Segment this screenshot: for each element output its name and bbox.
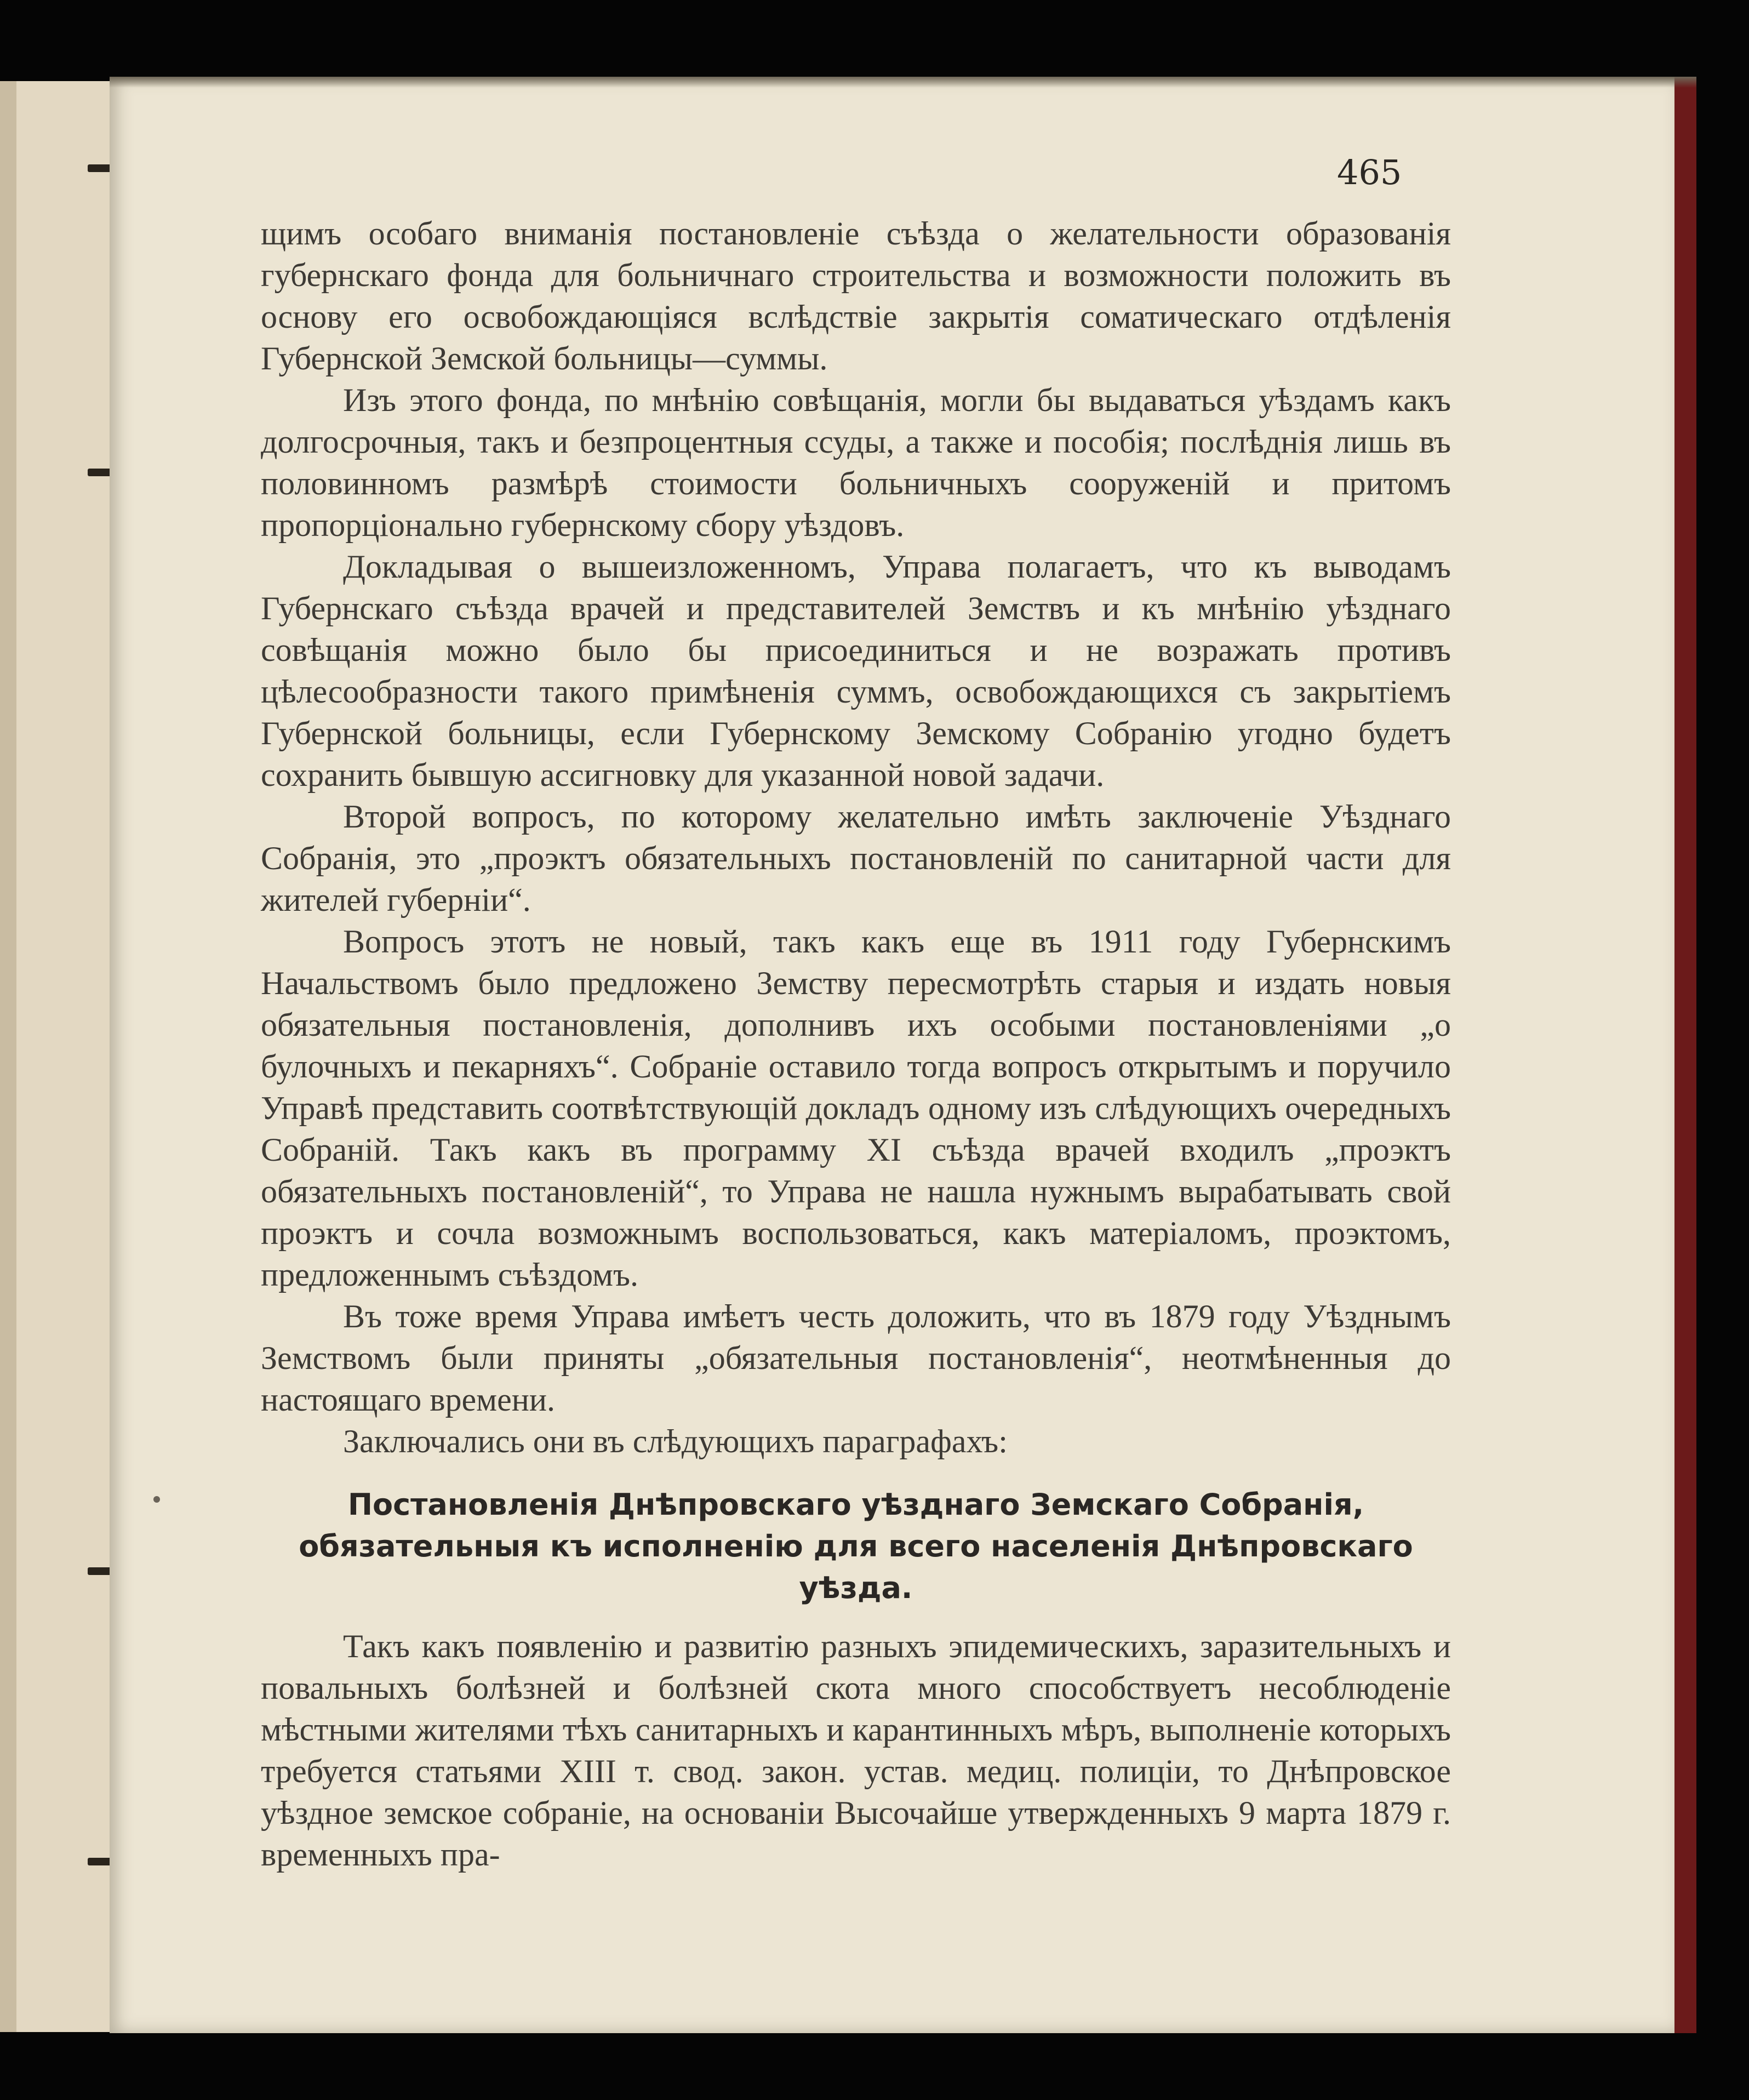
page-edge-strip bbox=[0, 81, 16, 2032]
paragraph: Изъ этого фонда, по мнѣнію совѣщанія, могли бы выдаваться уѣздамъ какъ долгосрочныя, такъ и безпроцентныя ссуды, а также и пособія; послѣднія лишь въ половинномъ размѣрѣ стоимости больничныхъ сооруженій и притомъ пропорціонально губернскому сбору уѣздовъ. bbox=[261, 382, 1451, 543]
paragraph: Вопросъ этотъ не новый, такъ какъ еще въ 1911 году Губернскимъ Начальствомъ было предложено Земству пересмотрѣть старыя и издать новыя обязательныя постановленія, дополнивъ ихъ особыми постановленіями „о булочныхъ и пекарняхъ“. Собраніе оставило тогда вопросъ открытымъ и поручило Управѣ представить соотвѣтствующій докладъ одному изъ слѣдующихъ очередныхъ Собраній. Такъ какъ въ программу XI съѣзда врачей входилъ „проэктъ обязательныхъ постановленій“, то Управа не нашла нужнымъ вырабатывать свой проэктъ и сочла возможнымъ воспользоваться, какъ матеріаломъ, проэктомъ, предложеннымъ съѣздомъ. bbox=[261, 923, 1451, 1293]
page-body bbox=[261, 213, 1451, 1875]
paragraph: Второй вопросъ, по которому желательно имѣть заключеніе Уѣзднаго Собранія, это „проэктъ обязательныхъ постановленій по санитарной части для жителей губерніи“. bbox=[261, 798, 1451, 918]
margin-mark bbox=[153, 1496, 160, 1503]
paragraph: Докладывая о вышеизложенномъ, Управа полагаетъ, что къ выводамъ Губернскаго съѣзда врачей и представителей Земствъ и къ мнѣнію уѣзднаго совѣщанія можно было бы присоединиться и не возражать противъ цѣлесообразности такого примѣненія суммъ, освобождающихся съ закрытіемъ Губернской больницы, если Губернскому Земскому Собранію угодно будетъ сохранить бывшую ассигновку для указанной новой задачи. bbox=[261, 549, 1451, 793]
page-number: 465 bbox=[1337, 152, 1402, 192]
paragraph: Заключались они въ слѣдующихъ параграфахъ: bbox=[343, 1423, 1008, 1459]
paragraph: Въ тоже время Управа имѣетъ честь доложить, что въ 1879 году Уѣзднымъ Земствомъ были приняты „обязательныя постановленія“, неотмѣненныя до настоящаго времени. bbox=[261, 1298, 1451, 1418]
paragraph: Такъ какъ появленію и развитію разныхъ эпидемическихъ, заразительныхъ и повальныхъ болѣзней и болѣзней скота много способствуетъ несоблюденіе мѣстными жителями тѣхъ санитарныхъ и карантинныхъ мѣръ, выполненіе которыхъ требуется статьями XIII т. свод. закон. устав. медиц. полиціи, то Днѣпровское уѣздное земское собраніе, на основаніи Высочайше утвержденныхъ 9 марта 1879 г. временныхъ пра- bbox=[261, 1628, 1451, 1873]
paragraph: щимъ особаго вниманія постановленіе съѣзда о желательности образованія губернскаго фонда для больничнаго строительства и возможности положить въ основу его освобождающіяся вслѣдствіе закрытія соматическаго отдѣленія Губернской Земской больницы—суммы. bbox=[261, 215, 1451, 376]
section-heading: Постановленія Днѣпровскаго уѣзднаго Земскаго Собранія, обязательныя къ исполненію для всего населенія Днѣпровскаго уѣзда. bbox=[299, 1487, 1413, 1605]
page-top-shadow bbox=[110, 77, 1696, 88]
left-page-edge bbox=[0, 81, 113, 2032]
book-cover-edge bbox=[1674, 77, 1696, 2033]
